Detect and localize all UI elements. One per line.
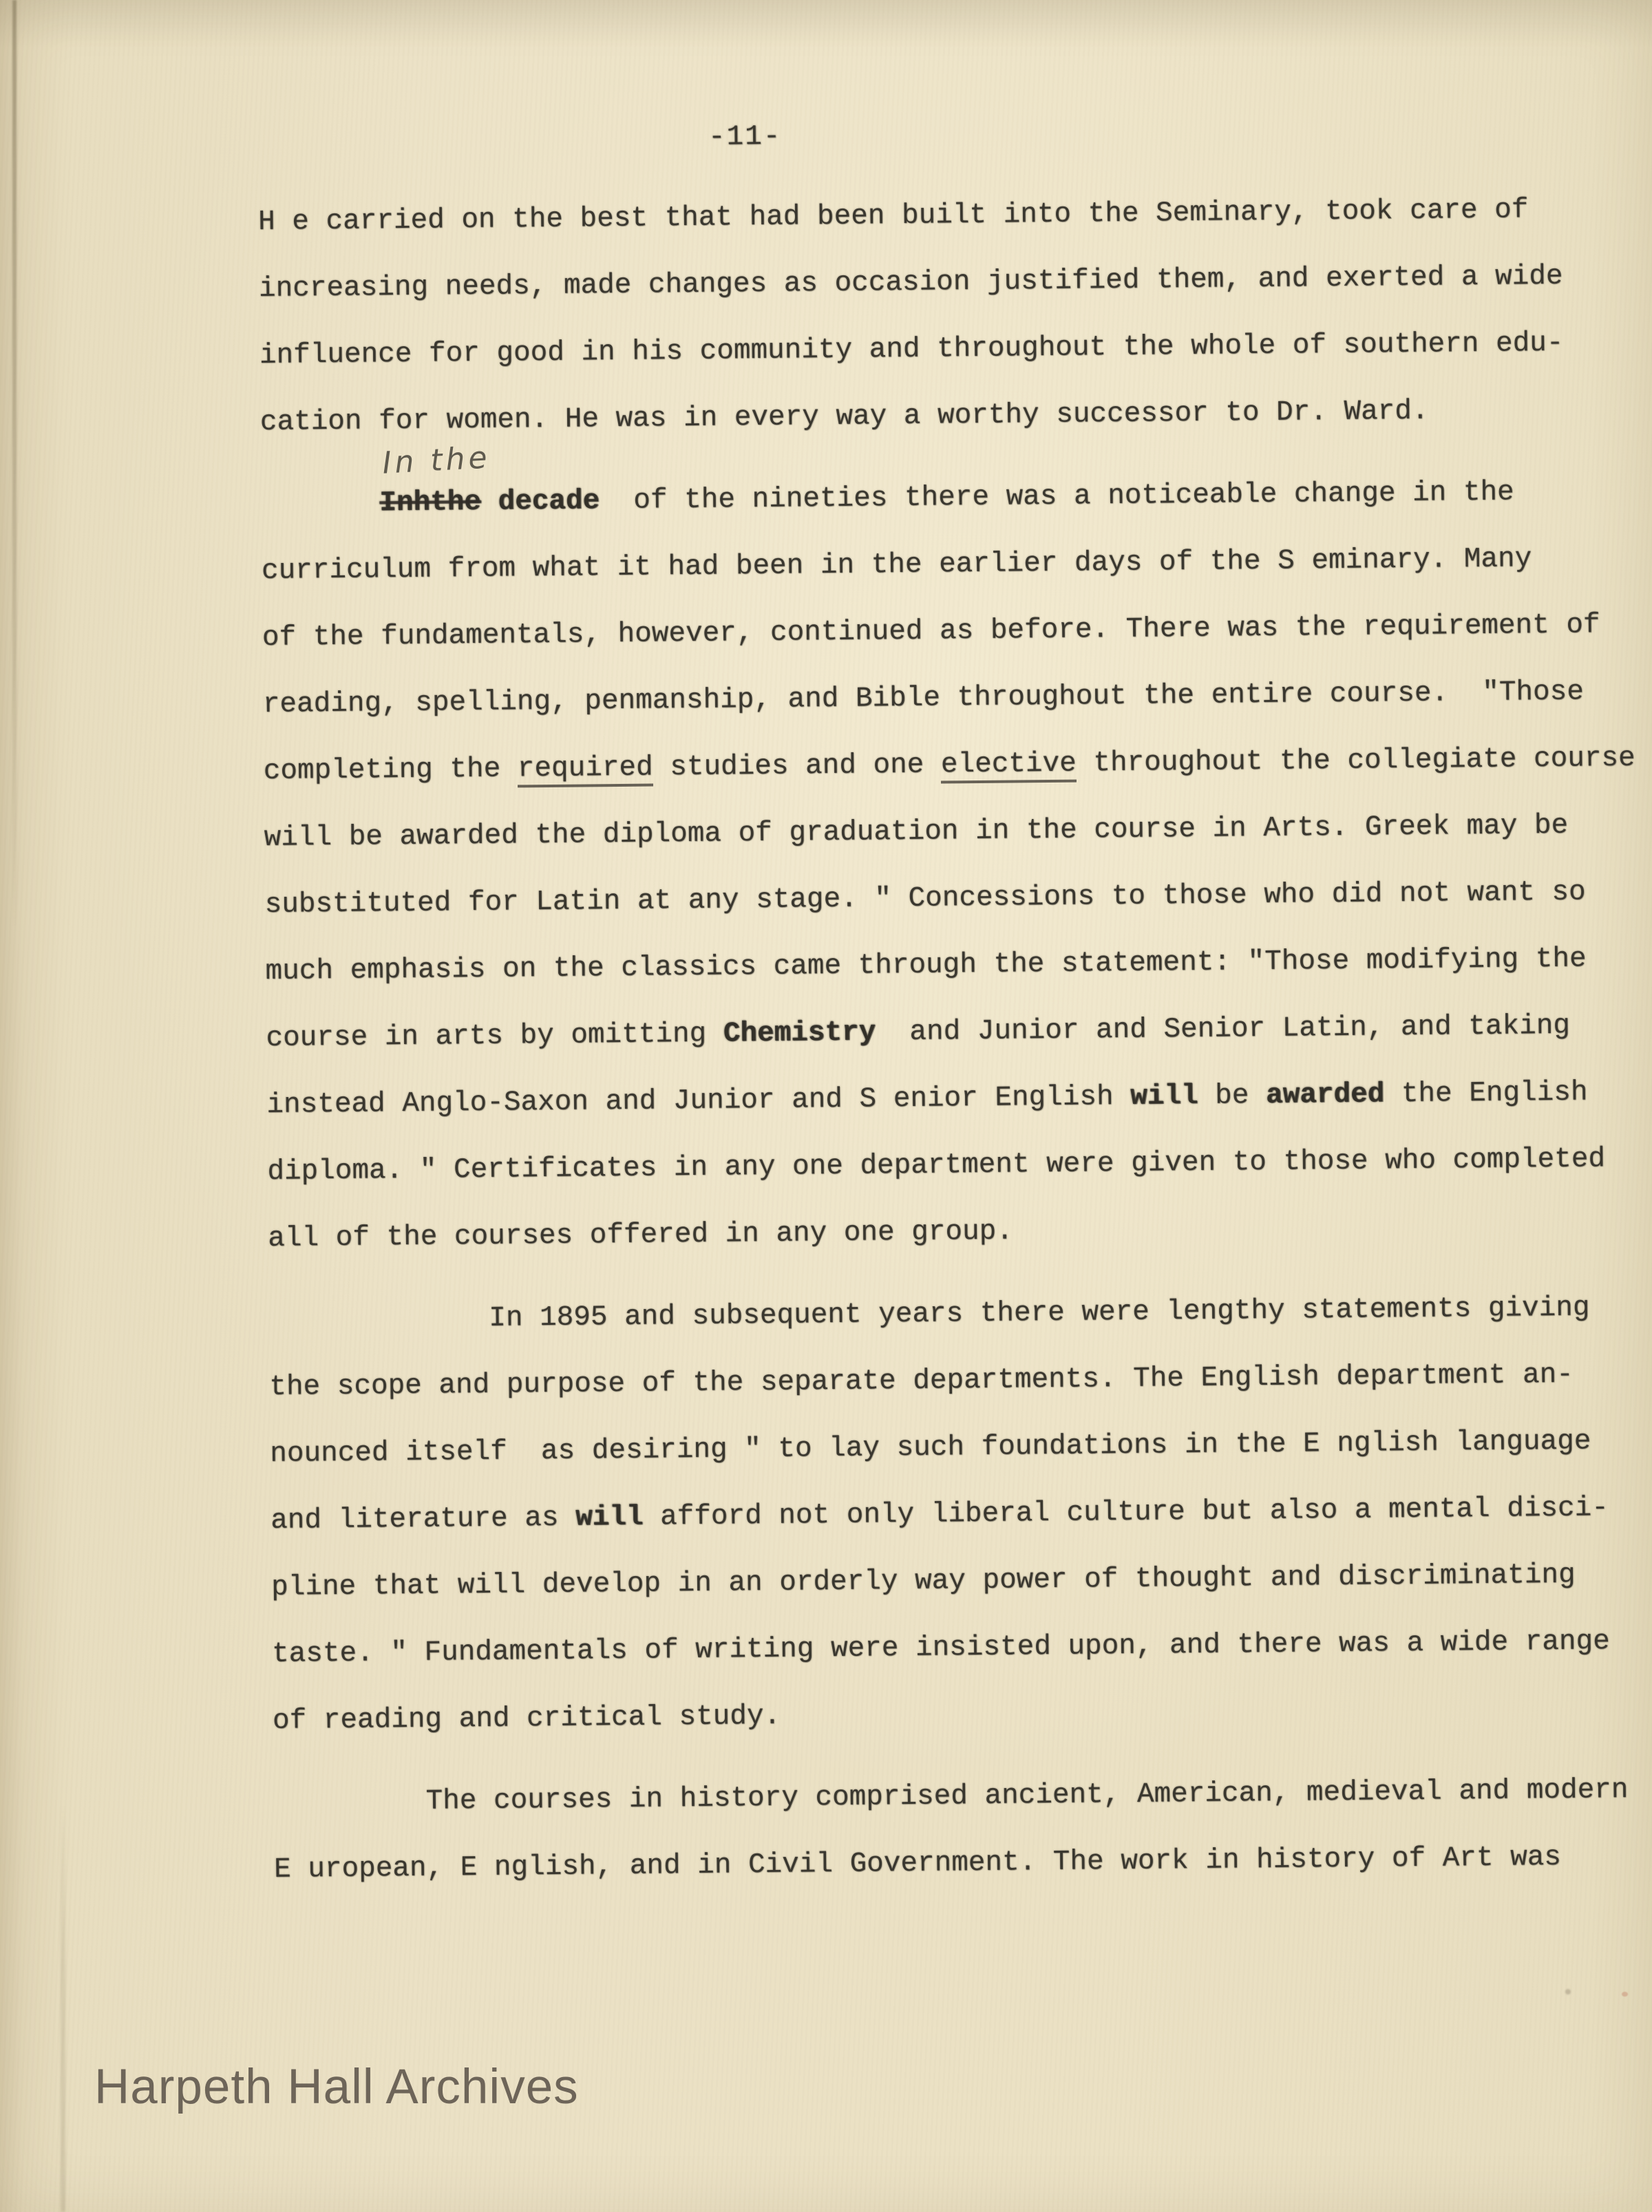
typewritten-text (258, 176, 1652, 1904)
typewritten-line: cation for women. He was in every way a worthy successor to Dr. Ward. (260, 395, 1429, 438)
typewritten-line: of reading and critical study. (272, 1700, 781, 1737)
page-number: -11- (708, 120, 782, 153)
overtype-text: awarded (1265, 1078, 1385, 1112)
typewritten-line: substituted for Latin at any stage. " Concessions to those who did not want so (264, 876, 1586, 921)
typewritten-line: pline that will develop in an orderly way power of thought and discriminating (271, 1559, 1576, 1604)
typewritten-line: will be awarded the diploma of graduation in the course in Arts. Greek may be (264, 809, 1569, 854)
overtype-text: decade (498, 485, 600, 518)
underline-text: elective (941, 748, 1077, 784)
strike-text: Inhthe (379, 486, 482, 520)
typewritten-line: curriculum from what it had been in the earlier days of the S eminary. Many (261, 543, 1532, 587)
typewritten-line: of the fundamentals, however, continued as before. There was the requirement of (262, 609, 1600, 654)
typewritten-line: completing the required studies and one elective throughout the collegiate course (263, 742, 1635, 787)
typewritten-line: taste. " Fundamentals of writing were insisted upon, and there was a wide range (271, 1626, 1610, 1670)
paragraph (273, 1757, 1652, 1904)
typewritten-line: influence for good in his community and throughout the whole of southern edu- (259, 327, 1564, 372)
typewritten-line: increasing needs, made changes as occasion justified them, and exerted a wide (258, 260, 1563, 305)
typewritten-line: nounced itself as desiring " to lay such foundations in the E nglish language (270, 1425, 1591, 1470)
typewritten-line: In 1895 and subsequent years there were lengthy statements giving (268, 1292, 1590, 1337)
overtype-text: will (1130, 1080, 1198, 1113)
paragraph (258, 176, 1651, 456)
typewritten-line: Inhthe decade of the nineties there was a noticeable change in the (379, 476, 1514, 520)
typewritten-line: E uropean, E nglish, and in Civil Government. The work in history of Art was (273, 1841, 1562, 1886)
overtype-text: will (575, 1501, 644, 1534)
typewritten-line: diploma. " Certificates in any one department were given to those who completed (267, 1143, 1606, 1188)
typewritten-line: reading, spelling, penmanship, and Bible throughout the entire course. "Those (262, 676, 1585, 721)
handwritten-annotation: In the (381, 440, 491, 481)
overtype-text: Chemistry (723, 1017, 876, 1050)
typewritten-line: and literature as will afford not only liberal culture but also a mental disci- (271, 1492, 1609, 1537)
typewritten-line: the scope and purpose of the separate departments. The English department an- (269, 1359, 1574, 1403)
typewritten-line: much emphasis on the classics came through the statement: "Those modifying the (265, 943, 1587, 988)
paragraph (261, 458, 1652, 1273)
typewritten-line: instead Anglo-Saxon and Junior and S enior English will be awarded the English (266, 1076, 1588, 1121)
typewritten-line: all of the courses offered in any one group. (268, 1215, 1014, 1255)
paragraph (268, 1275, 1652, 1755)
archive-watermark: Harpeth Hall Archives (94, 2060, 579, 2114)
typewritten-line: The courses in history comprised ancient, American, medieval and modern (273, 1774, 1629, 1819)
underline-text: required (518, 752, 653, 788)
typewritten-line: H e carried on the best that had been built into the Seminary, took care of (257, 194, 1529, 238)
typewritten-line: course in arts by omitting Chemistry and Junior and Senior Latin, and taking (266, 1010, 1571, 1054)
